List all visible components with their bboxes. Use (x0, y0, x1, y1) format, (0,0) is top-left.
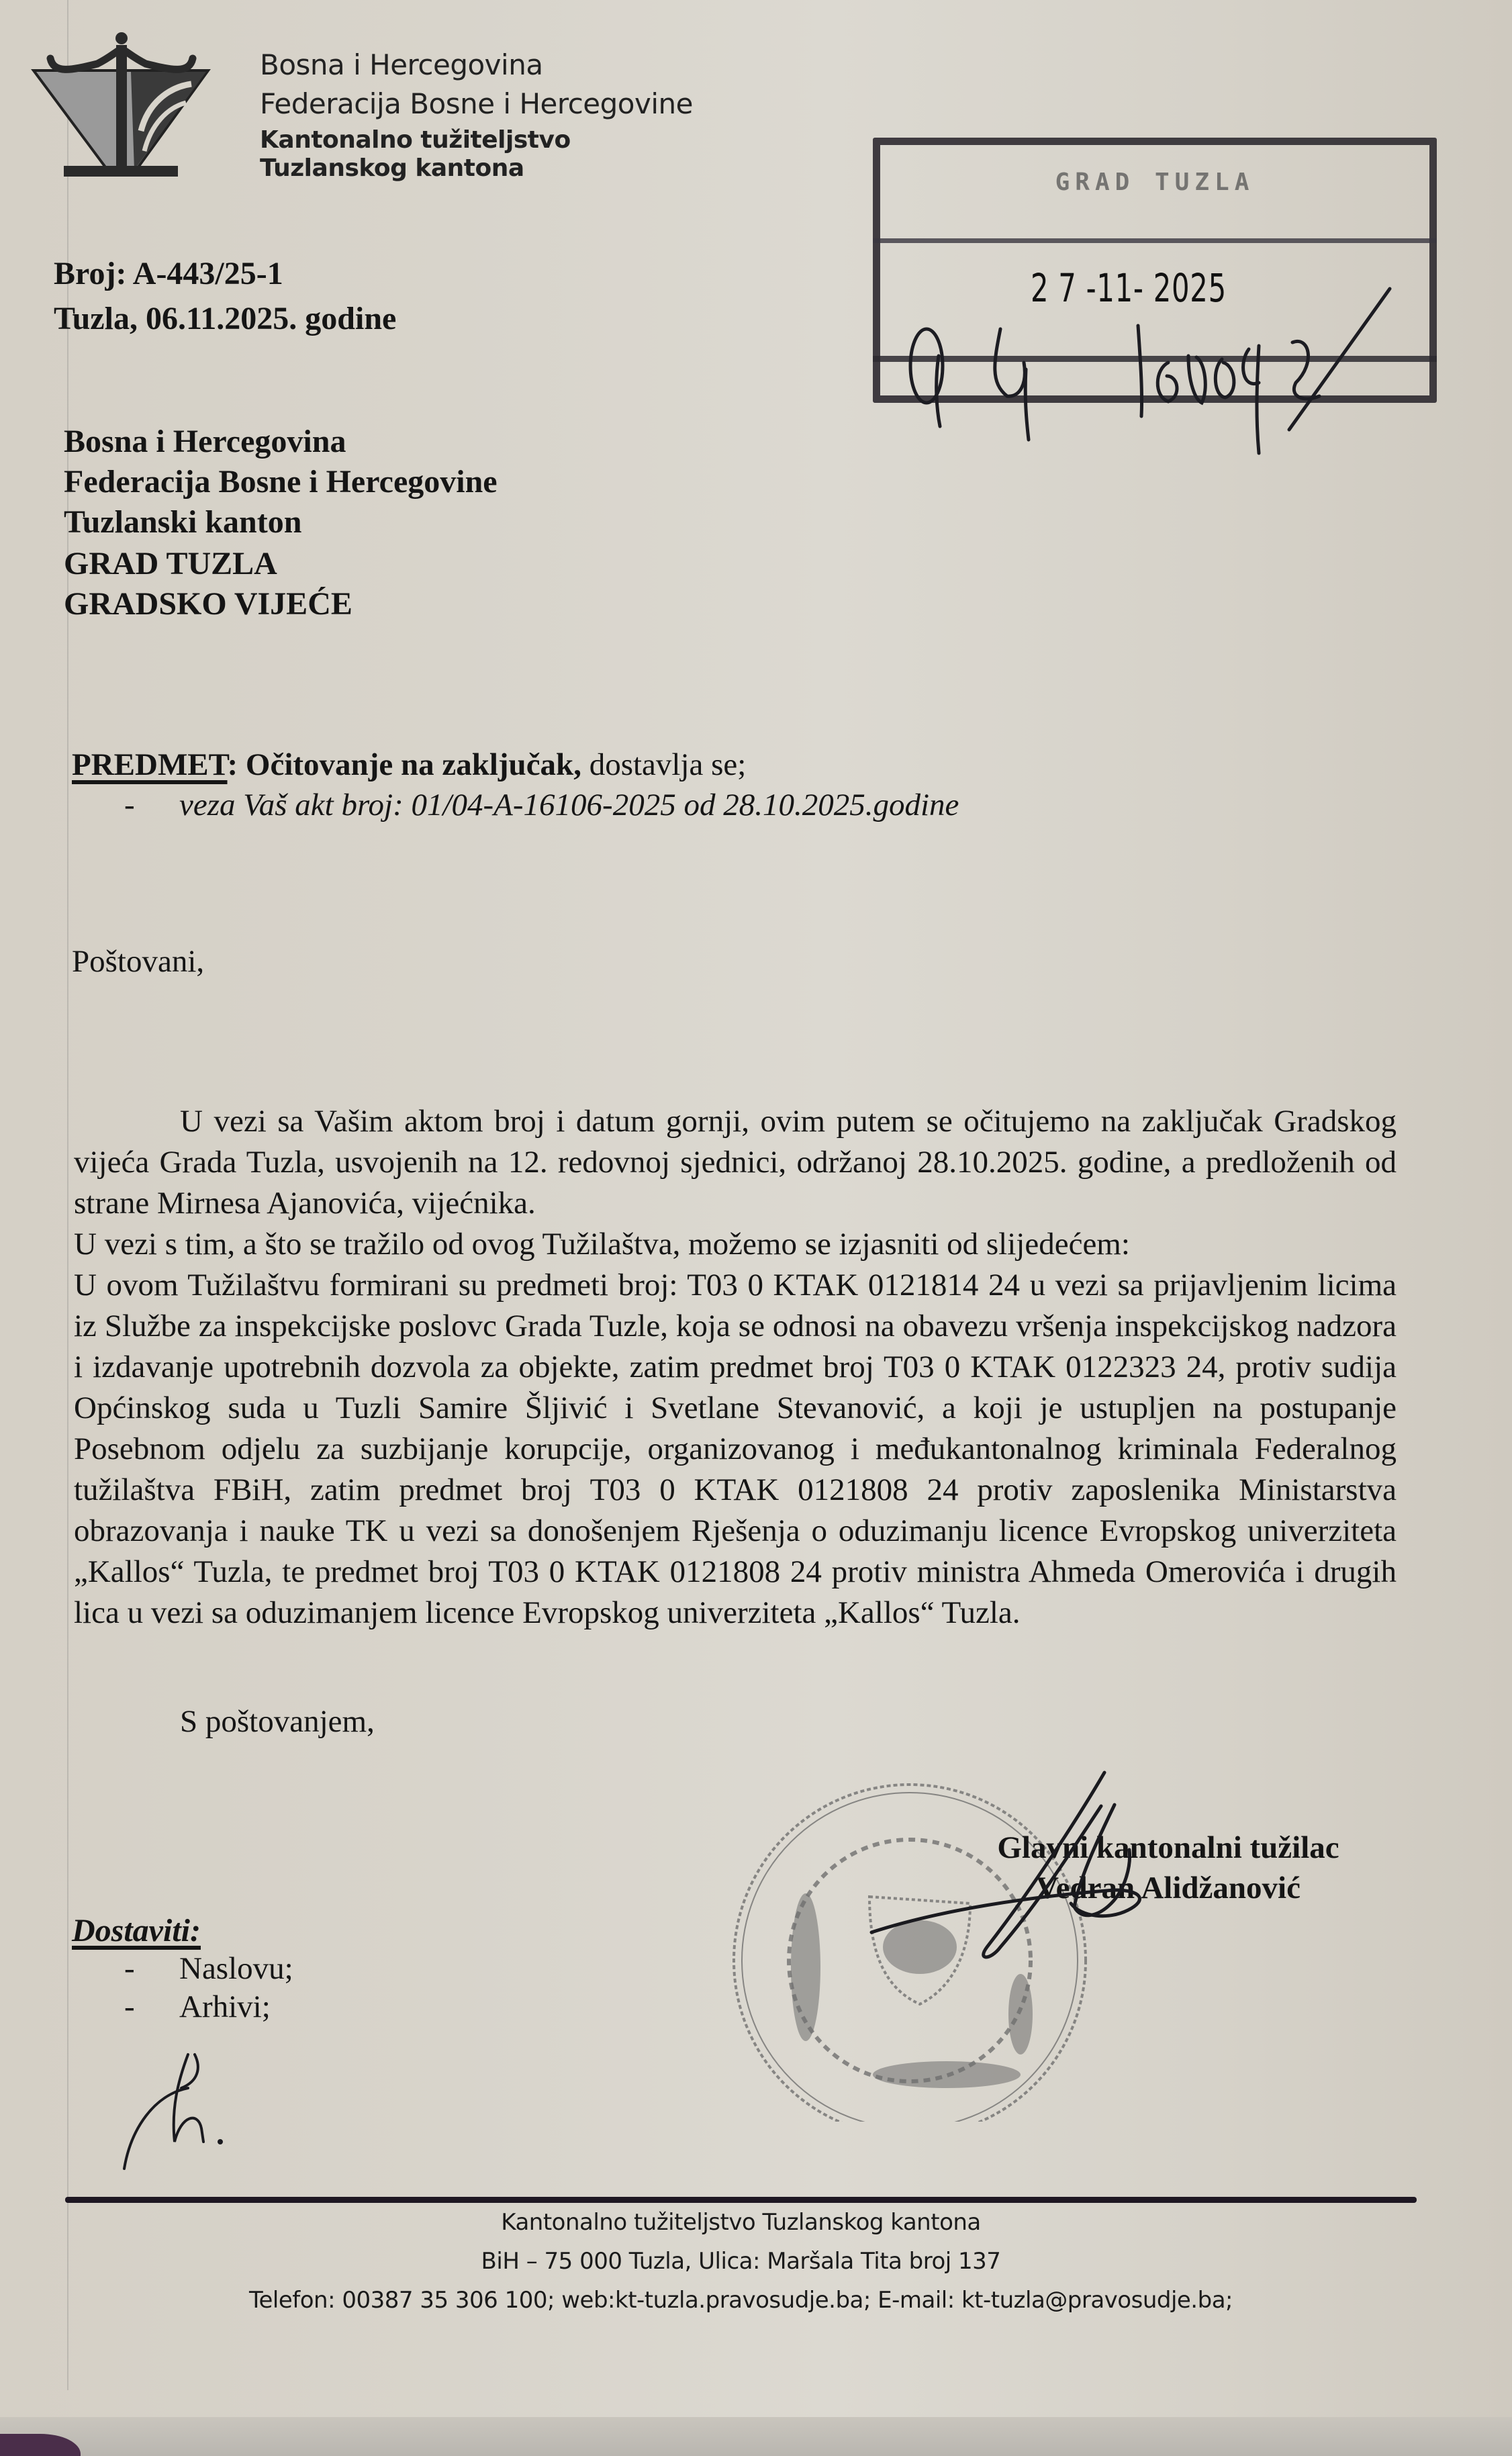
footer-divider (65, 2197, 1417, 2203)
handwritten-initials-icon (114, 2041, 248, 2175)
recipient-line: Bosna i Hercegovina (64, 424, 346, 459)
scales-of-justice-logo-icon (30, 17, 211, 178)
recipient-line: Tuzlanski kanton (64, 504, 302, 540)
bullet-dash: - (124, 1989, 135, 2024)
subject-reference (124, 787, 959, 823)
handwritten-signature-icon (859, 1766, 1329, 1967)
subject-title: Očitovanje na zaključak, (245, 747, 581, 782)
subject-label: PREDMET (72, 747, 228, 782)
footer-address: BiH – 75 000 Tuzla, Ulica: Maršala Tita broj 137 (481, 2248, 1001, 2275)
stamp-title: GRAD TUZLA (1055, 169, 1255, 196)
body-paragraph: U vezi s tim, a što se tražilo od ovog Tužilaštva, možemo se izjasniti od slijedećem: (74, 1227, 1130, 1262)
distribution-item-text: Naslovu; (179, 1951, 293, 1986)
document-number: Broj: A-443/25-1 (54, 256, 283, 291)
letterhead-canton: Tuzlanskog kantona (260, 154, 524, 182)
distribution-item (124, 1989, 271, 2025)
signatory-name: Vedran Alidžanović (1036, 1871, 1301, 1905)
letterhead-institution: Kantonalno tužiteljstvo (260, 126, 571, 154)
bullet-dash: - (124, 788, 135, 822)
body-paragraph: U ovom Tužilaštvu formirani su predmeti broj: T03 0 KTAK 0121814 24 u vezi sa prijavljenim licima iz Službe za inspekcijske poslovc Grada Tuzle, koja se odnosi na obavezu vršenja inspekcijskog nadzora i izdavanje upotrebnih dozvola za objekte, zatim predmet broj T03 0 KTAK 0122323 24, protiv sudija Općinskog suda u Tuzli Samire Šljivić i Svetlane Stevanović, a koji je ustupljen na postupanje Posebnom odjelu za suzbijanje korupcije, organizovanog i međukantonalnog kriminala Federalnog tužilaštva FBiH, zatim predmet broj T03 0 KTAK 0121808 24 protiv zaposlenika Ministarstva obrazovanja i nauke TK u vezi sa donošenjem Rješenja o oduzimanju licence Evropskog univerziteta „Kallos“ Tuzla, te predmet broj T03 0 KTAK 0121808 24 protiv ministra Ahmeda Omerovića i drugih lica u vezi sa oduzimanjem licence Evropskog univerziteta „Kallos“ Tuzla. (74, 1268, 1397, 1630)
stamp-divider (873, 238, 1437, 243)
subject-suffix: dostavlja se; (581, 747, 747, 782)
subject-line (72, 747, 746, 783)
footer-contact: Telefon: 00387 35 306 100; web:kt-tuzla.pravosudje.ba; E-mail: kt-tuzla@pravosudje.ba; (248, 2287, 1233, 2314)
letterhead-federation: Federacija Bosne i Hercegovine (260, 87, 693, 120)
distribution-label: Dostaviti: (72, 1913, 201, 1948)
greeting: Poštovani, (72, 944, 205, 979)
recipient-line: GRAD TUZLA (64, 546, 277, 581)
bullet-dash: - (124, 1951, 135, 1986)
signatory-title: Glavni kantonalni tužilac (997, 1830, 1339, 1865)
subject-reference-text: veza Vaš akt broj: 01/04-A-16106-2025 od 28.10.2025.godine (179, 788, 959, 822)
subject-colon: : (227, 747, 246, 782)
stamp-handwritten-numbers-icon (873, 282, 1437, 457)
document-place-date: Tuzla, 06.11.2025. godine (54, 301, 397, 336)
footer-institution: Kantonalno tužiteljstvo Tuzlanskog kantona (501, 2209, 981, 2236)
letter-body (74, 1101, 1397, 1634)
body-paragraph: U vezi sa Vašim aktom broj i datum gornji, ovim putem se očitujemo na zaključak Gradskog vijeća Grada Tuzla, usvojenih na 12. redovnoj sjednici, održanoj 28.10.2025. godine, a predloženih od strane Mirnesa Ajanovića, vijećnika. (74, 1104, 1397, 1221)
closing: S poštovanjem, (180, 1704, 375, 1739)
paper-margin-crease (67, 0, 68, 2390)
distribution-item (124, 1950, 293, 1987)
paper-bottom-edge (0, 2417, 1512, 2456)
recipient-line: Federacija Bosne i Hercegovine (64, 464, 498, 500)
letterhead-country: Bosna i Hercegovina (260, 48, 543, 81)
distribution-item-text: Arhivi; (179, 1989, 271, 2024)
receipt-stamp (873, 138, 1437, 403)
stamp-date: 2 7 -11- 2025 (1031, 265, 1227, 311)
recipient-line: GRADSKO VIJEĆE (64, 586, 352, 622)
